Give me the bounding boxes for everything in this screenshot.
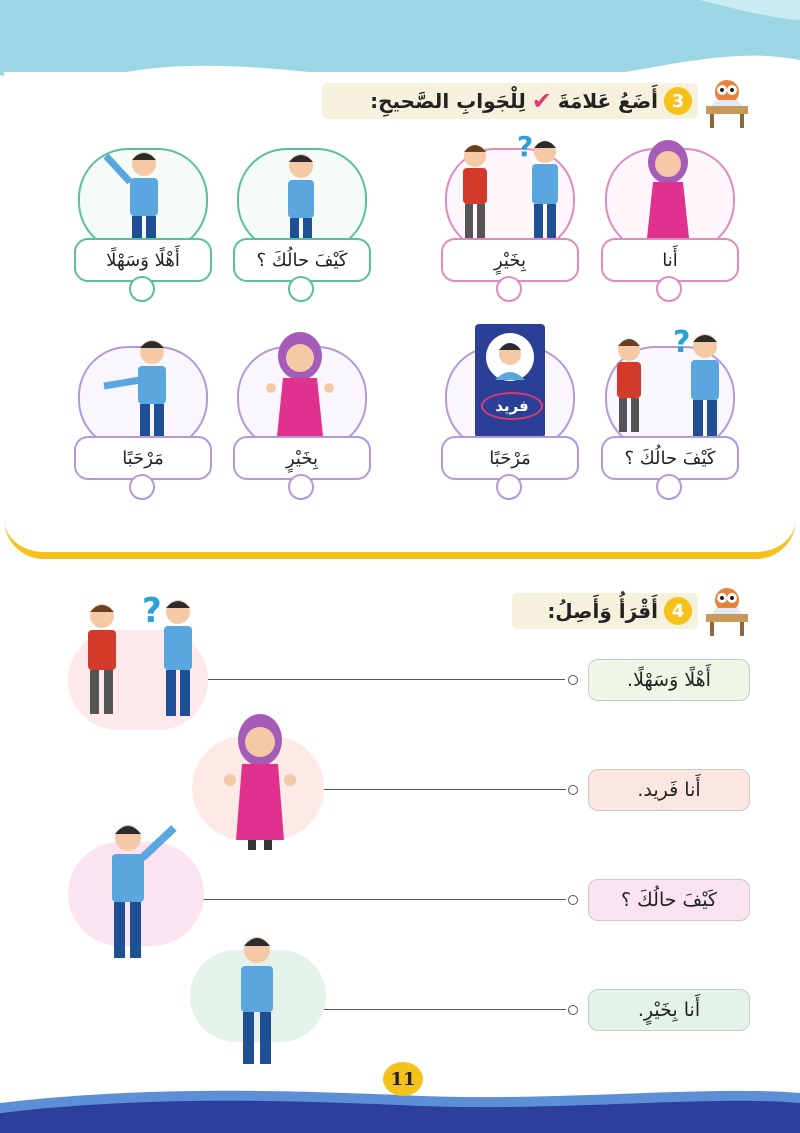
exercise-4-title — [512, 593, 698, 629]
connector-dot[interactable] — [568, 895, 578, 905]
card-5 — [597, 325, 739, 496]
sentence-box-1[interactable]: أَهْلًا وَسَهْلًا. — [588, 659, 750, 701]
card-label: كَيْفَ حالُكَ ؟ — [233, 238, 371, 282]
exercise-3-title-part1: أَضَعُ عَلامَةَ — [557, 89, 658, 113]
sentence-box-3[interactable]: كَيْفَ حالُكَ ؟ — [588, 879, 750, 921]
answer-check-circle[interactable] — [288, 474, 314, 500]
card-7 — [229, 338, 371, 496]
exercise-3-title — [322, 83, 698, 119]
connector-line — [200, 899, 566, 900]
boy-pointing-illustration — [100, 336, 178, 442]
name-card-name: فريد — [481, 392, 543, 420]
answer-check-circle[interactable] — [496, 474, 522, 500]
page-number: 11 — [383, 1062, 423, 1096]
exercise-number-badge: 4 — [664, 597, 692, 625]
name-card — [475, 324, 545, 438]
two-boys-illustration — [76, 592, 216, 724]
checkmark-icon: ✔ — [531, 87, 552, 115]
card-label: بِخَيْرٍ — [441, 238, 579, 282]
sentence-box-4[interactable]: أَنا بِخَيْرٍ. — [588, 989, 750, 1031]
answer-check-circle[interactable] — [656, 276, 682, 302]
card-label: أَهْلًا وَسَهْلًا — [74, 238, 212, 282]
card-label: مَرْحَبًا — [441, 436, 579, 480]
card-label: أَنا — [601, 238, 739, 282]
owl-desk-icon — [702, 578, 752, 638]
exercise-number-badge: 3 — [664, 87, 692, 115]
card-8 — [70, 338, 212, 496]
connector-dot[interactable] — [568, 785, 578, 795]
exercise-3-title-part2: لِلْجَوابِ الصَّحيحِ: — [370, 89, 526, 113]
girl-illustration — [637, 138, 699, 250]
sentence-box-2[interactable]: أَنا فَريد. — [588, 769, 750, 811]
connector-dot[interactable] — [568, 1005, 578, 1015]
answer-check-circle[interactable] — [288, 276, 314, 302]
girl-thumbs-up-illustration — [263, 330, 337, 440]
card-label: بِخَيْرٍ — [233, 436, 371, 480]
boy-portrait-illustration — [485, 332, 535, 382]
boy-waving-illustration — [96, 818, 186, 964]
two-boys-illustration — [447, 134, 577, 250]
answer-check-circle[interactable] — [129, 474, 155, 500]
svg-text:?: ? — [142, 592, 162, 631]
answer-check-circle[interactable] — [129, 276, 155, 302]
connector-line — [200, 679, 565, 680]
exercise-4-title-text: أَقْرَأُ وَأَصِلُ: — [547, 599, 658, 623]
card-label: مَرْحَبًا — [74, 436, 212, 480]
boy-hand-on-chest-illustration — [222, 932, 292, 1068]
svg-text:?: ? — [673, 325, 691, 360]
answer-check-circle[interactable] — [496, 276, 522, 302]
connector-line — [318, 789, 566, 790]
girl-thumbs-up-illustration — [222, 712, 298, 852]
answer-check-circle[interactable] — [656, 474, 682, 500]
card-1 — [597, 140, 739, 298]
owl-desk-icon — [702, 70, 752, 130]
svg-text:?: ? — [517, 134, 534, 163]
card-3 — [229, 140, 371, 298]
connector-dot[interactable] — [568, 675, 578, 685]
panel-yellow-border — [4, 500, 796, 559]
card-2 — [437, 134, 579, 298]
connector-line — [320, 1009, 566, 1010]
two-boys-illustration — [601, 324, 737, 440]
card-6 — [437, 338, 579, 496]
card-4 — [70, 140, 212, 298]
card-label: كَيْفَ حالُكَ ؟ — [601, 436, 739, 480]
